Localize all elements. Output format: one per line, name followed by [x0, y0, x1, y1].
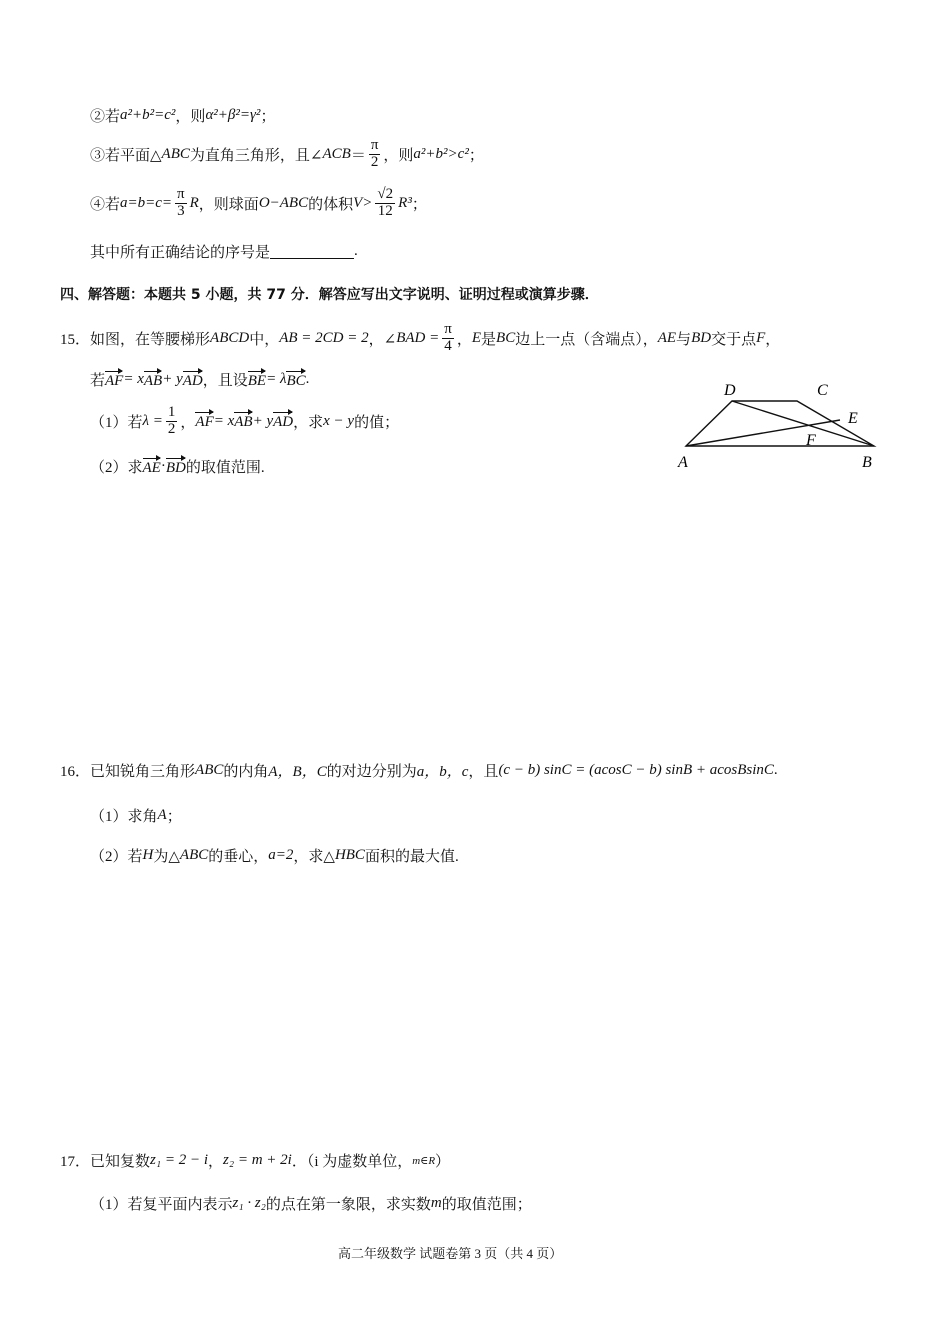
text: 的值； — [354, 414, 400, 431]
math: x − y — [323, 412, 355, 429]
item-3 — [90, 138, 484, 171]
vector: AE — [143, 457, 161, 477]
text: 若 — [90, 373, 106, 389]
fraction — [166, 405, 178, 438]
vector: BE — [248, 370, 266, 390]
math: A，B，C — [268, 764, 327, 780]
numerator: π — [177, 186, 185, 202]
question-16-part-2 — [90, 845, 459, 866]
math: ABC — [179, 847, 209, 863]
vector: BD — [166, 457, 186, 477]
question-number: 16． — [60, 764, 91, 780]
numerator: π — [370, 137, 379, 153]
text: ，则球面 — [198, 196, 259, 213]
text: 与 — [676, 331, 692, 348]
page-footer: 高二年级数学 试题卷第 3 页（共 4 页） — [338, 1246, 563, 1261]
denominator: 4 — [444, 337, 452, 354]
text: 中， — [249, 331, 280, 348]
text: ； — [468, 147, 484, 164]
math: α²+β²=γ² — [205, 107, 261, 123]
numerator: √2 — [377, 186, 394, 202]
vector: AF — [195, 411, 213, 431]
text: ； — [166, 809, 182, 825]
label-b: B — [862, 454, 872, 471]
label-f: F — [806, 432, 816, 449]
math: BC — [496, 329, 516, 346]
math: ABC — [195, 762, 224, 778]
fraction — [369, 138, 381, 171]
math: A — [157, 807, 167, 823]
math: ACB — [322, 145, 351, 162]
text: （1）求角 — [90, 809, 158, 825]
text: ，∠ — [368, 331, 397, 348]
vector: AF — [105, 370, 123, 390]
text: （2）若 — [90, 849, 143, 865]
label-a: A — [678, 454, 688, 471]
question-15-part-2 — [90, 456, 265, 477]
answer-prompt — [90, 241, 358, 262]
text: . — [305, 371, 310, 387]
text: 如图，在等腰梯形 — [90, 331, 211, 348]
text: （2）求 — [90, 460, 143, 476]
text: ， — [180, 414, 196, 431]
math: AB = 2CD = 2 — [279, 329, 369, 346]
text: ，求△ — [293, 849, 335, 865]
math: = x — [123, 371, 144, 387]
answer-blank — [270, 244, 354, 259]
text: 的内角 — [223, 764, 269, 780]
vector: AD — [273, 411, 293, 431]
math: z₂ = m + 2i — [223, 1152, 292, 1168]
text: ； — [260, 109, 276, 125]
math: E — [471, 329, 482, 346]
text: 的垂心， — [208, 849, 269, 865]
math: O−ABC — [258, 194, 309, 211]
denominator: 12 — [377, 202, 393, 219]
text: ） — [435, 1154, 451, 1170]
text: ， — [208, 1154, 224, 1170]
text: ； — [411, 196, 427, 213]
math: z₁ · z₂ — [232, 1195, 266, 1211]
fraction — [442, 322, 454, 355]
text: ， — [765, 331, 781, 348]
math: m∈R — [412, 1155, 436, 1167]
math: a²+b²>c² — [413, 145, 469, 162]
math: a，b，c — [416, 764, 469, 780]
text: （1）若 — [90, 414, 143, 431]
text: 面积的最大值. — [364, 849, 459, 865]
question-17-part-1 — [90, 1193, 532, 1214]
question-15 — [60, 322, 780, 355]
math: F — [756, 329, 766, 346]
math: H — [142, 847, 154, 863]
text: 的体积 — [308, 196, 354, 213]
question-16 — [60, 760, 778, 781]
question-16-part-1 — [90, 805, 182, 826]
text: 为△ — [153, 849, 180, 865]
text: ③若平面△ — [90, 147, 162, 164]
vector: AD — [183, 370, 203, 390]
question-number: 15． — [60, 331, 91, 348]
math: ABCD — [210, 329, 250, 346]
question-15-part-1 — [90, 405, 399, 438]
math: + y — [162, 371, 183, 387]
fraction — [175, 187, 187, 220]
text: ，且设 — [202, 373, 248, 389]
label-c: C — [817, 382, 828, 399]
denominator: 2 — [370, 153, 379, 170]
math: a=b=c= — [120, 194, 173, 211]
text: 的取值范围； — [441, 1197, 532, 1213]
vector: AB — [144, 370, 162, 390]
math: (c − b) sinC = (acosC − b) sinB + acosBsinC — [498, 762, 774, 778]
math: z₁ = 2 − i — [150, 1152, 208, 1168]
text: ，则 — [175, 109, 206, 125]
text: （1）若复平面内表示 — [90, 1197, 233, 1213]
text: 已知复数 — [90, 1154, 151, 1170]
vector: AB — [234, 411, 252, 431]
text: ，则 — [383, 147, 414, 164]
math: BAD = — [396, 329, 440, 346]
item-4 — [90, 187, 427, 220]
question-15-given — [90, 369, 309, 390]
text: 的取值范围. — [185, 460, 265, 476]
math: BD — [691, 329, 712, 346]
text: . — [354, 243, 358, 259]
label-d: D — [724, 382, 736, 399]
math: + y — [252, 412, 274, 429]
item-2 — [90, 105, 275, 126]
question-17 — [60, 1150, 450, 1171]
text: ＝ — [350, 147, 366, 164]
text: ④若 — [90, 196, 121, 213]
text: ．（i 为虚数单位， — [291, 1154, 413, 1170]
section-title: 四、解答题：本题共 5 小题，共 77 分．解答应写出文字说明、证明过程或演算步骤． — [60, 287, 599, 303]
vector: BC — [286, 370, 305, 390]
math: R — [189, 194, 199, 211]
denominator: 3 — [177, 202, 185, 219]
fraction — [375, 187, 395, 220]
denominator: 2 — [167, 420, 176, 437]
trapezoid-abcd — [686, 401, 874, 446]
trapezoid-figure — [670, 375, 890, 475]
text: 其中所有正确结论的序号是 — [90, 245, 271, 261]
text: ，求 — [293, 414, 324, 431]
numerator: π — [444, 321, 452, 337]
numerator: 1 — [167, 404, 176, 420]
math: m — [430, 1195, 442, 1211]
label-e: E — [848, 410, 858, 427]
question-number: 17． — [60, 1154, 91, 1170]
text: ②若 — [90, 109, 121, 125]
math: = x — [213, 412, 235, 429]
math: R³ — [398, 194, 412, 211]
text: 的点在第一象限，求实数 — [265, 1197, 431, 1213]
text: . — [773, 762, 778, 778]
text: 已知锐角三角形 — [90, 764, 196, 780]
math: = λ — [266, 371, 287, 387]
text: 的对边分别为 — [326, 764, 417, 780]
math: ABC — [161, 145, 190, 162]
math: a=2 — [268, 847, 294, 863]
math: a²+b²=c² — [120, 107, 176, 123]
text: 边上一点（含端点）， — [515, 331, 658, 348]
text: 交于点 — [711, 331, 757, 348]
math: λ = — [142, 412, 163, 429]
text: 是 — [481, 331, 497, 348]
text: 为直角三角形，且∠ — [189, 147, 323, 164]
math: V> — [353, 194, 373, 211]
text: ，且 — [468, 764, 499, 780]
text: · — [160, 458, 166, 474]
math: HBC — [334, 847, 365, 863]
text: ， — [456, 331, 472, 348]
math: AE — [657, 329, 677, 346]
